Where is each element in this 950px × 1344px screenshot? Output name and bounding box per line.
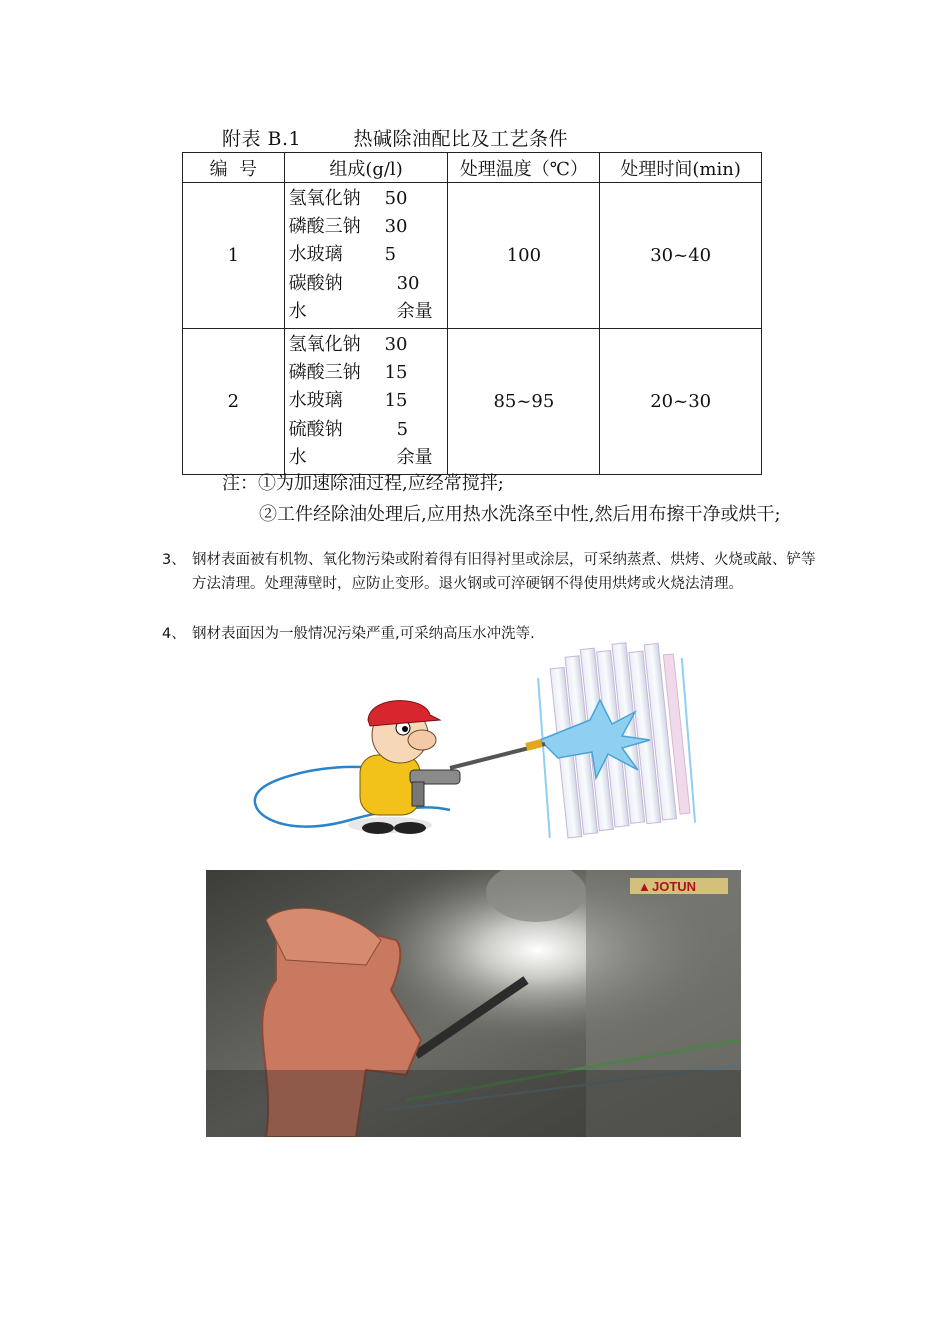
row-time: 30~40	[600, 183, 762, 329]
component-line	[289, 331, 444, 359]
degreasing-table	[182, 152, 762, 475]
note-2: ②工件经除油处理后,应用热水洗涤至中性,然后用布擦干净或烘干;	[259, 504, 781, 525]
table-notes	[222, 468, 781, 530]
header-composition: 组成(g/l)	[284, 153, 448, 183]
component-line	[289, 270, 444, 298]
jotun-logo	[630, 878, 728, 894]
component-line	[289, 185, 444, 213]
component-value: 5	[384, 244, 397, 266]
component-value: 5	[396, 418, 409, 440]
table-row	[183, 328, 762, 474]
component-line	[289, 298, 444, 326]
component-value: 50	[384, 188, 408, 209]
component-value: 30	[384, 216, 408, 238]
pressure-washing-photo	[206, 870, 741, 1137]
component-line	[289, 241, 444, 269]
component-line	[289, 416, 444, 444]
component-name: 氢氧化钠	[288, 333, 361, 355]
paragraph-3	[162, 548, 822, 596]
row-id: 2	[183, 328, 285, 474]
row-temperature: 100	[448, 183, 600, 329]
component-line	[289, 359, 444, 387]
composition-cell	[284, 183, 448, 329]
component-name: 磷酸三钠	[288, 216, 361, 238]
table-caption: 附表 B.1 热碱除油配比及工艺条件	[222, 128, 568, 150]
component-name: 磷酸三钠	[288, 362, 361, 384]
component-name: 水	[288, 300, 307, 322]
component-name: 氢氧化钠	[288, 188, 361, 209]
component-name: 水玻璃	[288, 244, 343, 266]
paragraph-number: 3、	[162, 552, 186, 568]
cartoon-pressure-washing-illustration	[240, 640, 710, 850]
component-line	[289, 213, 444, 241]
cartoon-worker	[348, 701, 460, 834]
header-temperature: 处理温度（℃）	[448, 153, 600, 183]
component-value: 余量	[396, 300, 433, 322]
component-name: 水玻璃	[288, 390, 343, 412]
component-value: 15	[384, 390, 408, 412]
paragraph-text: 钢材表面因为一般情况污染严重,可采纳高压水冲洗等.	[192, 626, 535, 642]
header-time: 处理时间(min)	[600, 153, 762, 183]
table-header-row	[183, 153, 762, 183]
note-1: 注：①为加速除油过程,应经常搅拌;	[222, 473, 504, 494]
component-name: 水	[288, 446, 307, 468]
row-id: 1	[183, 183, 285, 329]
svg-text:▲: ▲	[638, 879, 651, 894]
paragraph-number: 4、	[162, 626, 186, 642]
table-row	[183, 183, 762, 329]
component-value: 30	[384, 333, 408, 355]
component-line	[289, 387, 444, 415]
component-name: 硫酸钠	[288, 418, 343, 440]
header-id: 编 号	[183, 153, 285, 183]
paragraph-text: 钢材表面被有机物、氧化物污染或附着得有旧得衬里或涂层，可采纳蒸煮、烘烤、火烧或敲、铲等方法清理。处理薄壁时，应防止变形。退火钢或可淬硬钢不得使用烘烤或火烧法清理。	[192, 552, 816, 592]
row-temperature: 85~95	[448, 328, 600, 474]
composition-cell	[284, 328, 448, 474]
logo-text: JOTUN	[652, 879, 697, 894]
component-value: 30	[396, 272, 420, 294]
component-value: 余量	[396, 446, 433, 468]
row-time: 20~30	[600, 328, 762, 474]
component-value: 15	[384, 362, 408, 384]
component-name: 碳酸钠	[288, 272, 343, 294]
